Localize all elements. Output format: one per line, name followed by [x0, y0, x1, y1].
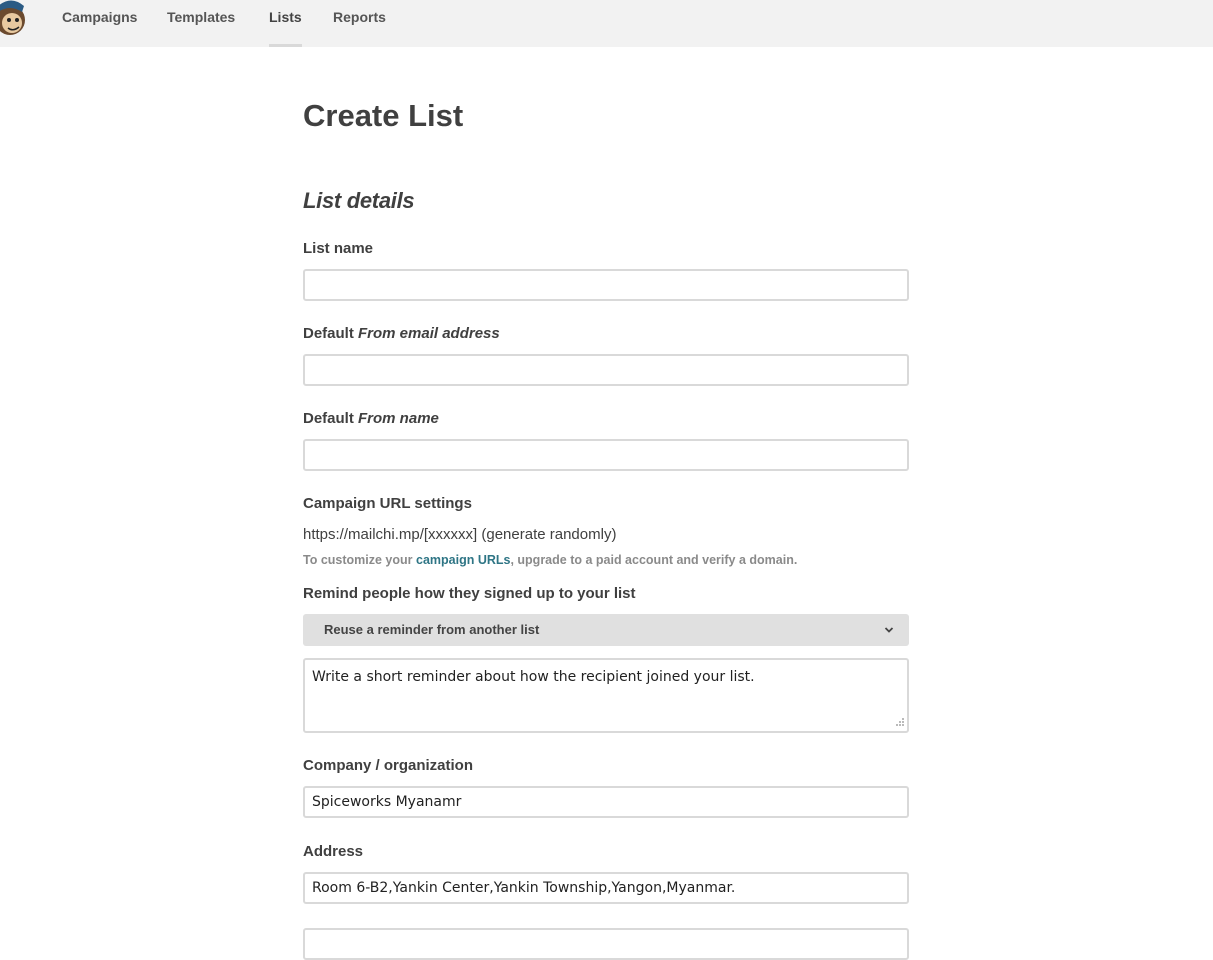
- address-line2-input[interactable]: [303, 928, 909, 960]
- reminder-label: Remind people how they signed up to your list: [303, 585, 636, 602]
- reminder-select-value: Reuse a reminder from another list: [324, 622, 540, 637]
- list-name-label: List name: [303, 240, 374, 257]
- address-input[interactable]: [303, 872, 909, 904]
- from-name-input[interactable]: [303, 439, 909, 471]
- campaign-url-help-suffix: , upgrade to a paid account and verify a domain.: [510, 553, 798, 567]
- nav-reports[interactable]: [333, 0, 386, 47]
- company-label: Company / organization: [303, 757, 474, 774]
- section-title: List details: [303, 188, 415, 213]
- from-email-input[interactable]: [303, 354, 909, 386]
- nav-reports-label: Reports: [333, 9, 386, 25]
- campaign-url-label: Campaign URL settings: [303, 495, 472, 512]
- list-name-input[interactable]: [303, 269, 909, 301]
- reminder-select[interactable]: [303, 614, 909, 646]
- campaign-url-help: [303, 553, 797, 567]
- from-name-label-em: From name: [358, 410, 439, 427]
- from-email-label-em: From email address: [358, 325, 500, 342]
- nav-templates[interactable]: [167, 0, 235, 47]
- nav-campaigns-label: Campaigns: [62, 9, 138, 25]
- campaign-url-help-prefix: To customize your: [303, 553, 413, 567]
- top-nav-bar: [0, 0, 1213, 47]
- mailchimp-logo-icon[interactable]: [0, 0, 28, 36]
- nav-lists[interactable]: [269, 0, 302, 47]
- page-title: Create List: [303, 98, 464, 133]
- active-tab-indicator: [269, 44, 302, 47]
- nav-campaigns[interactable]: [62, 0, 137, 47]
- from-email-label: [303, 325, 500, 342]
- from-name-label: [303, 410, 439, 427]
- nav-templates-label: Templates: [167, 9, 236, 25]
- chevron-down-icon: [884, 626, 894, 634]
- from-name-label-prefix: Default: [303, 410, 354, 427]
- resize-grip-icon[interactable]: [893, 716, 905, 728]
- campaign-urls-link[interactable]: campaign URLs: [416, 553, 511, 567]
- campaign-url-value: https://mailchi.mp/[xxxxxx] (generate randomly): [303, 526, 617, 543]
- from-email-label-prefix: Default: [303, 325, 354, 342]
- company-input[interactable]: [303, 786, 909, 818]
- address-label: Address: [303, 843, 364, 860]
- reminder-textarea[interactable]: [303, 658, 909, 733]
- nav-lists-label: Lists: [269, 9, 302, 25]
